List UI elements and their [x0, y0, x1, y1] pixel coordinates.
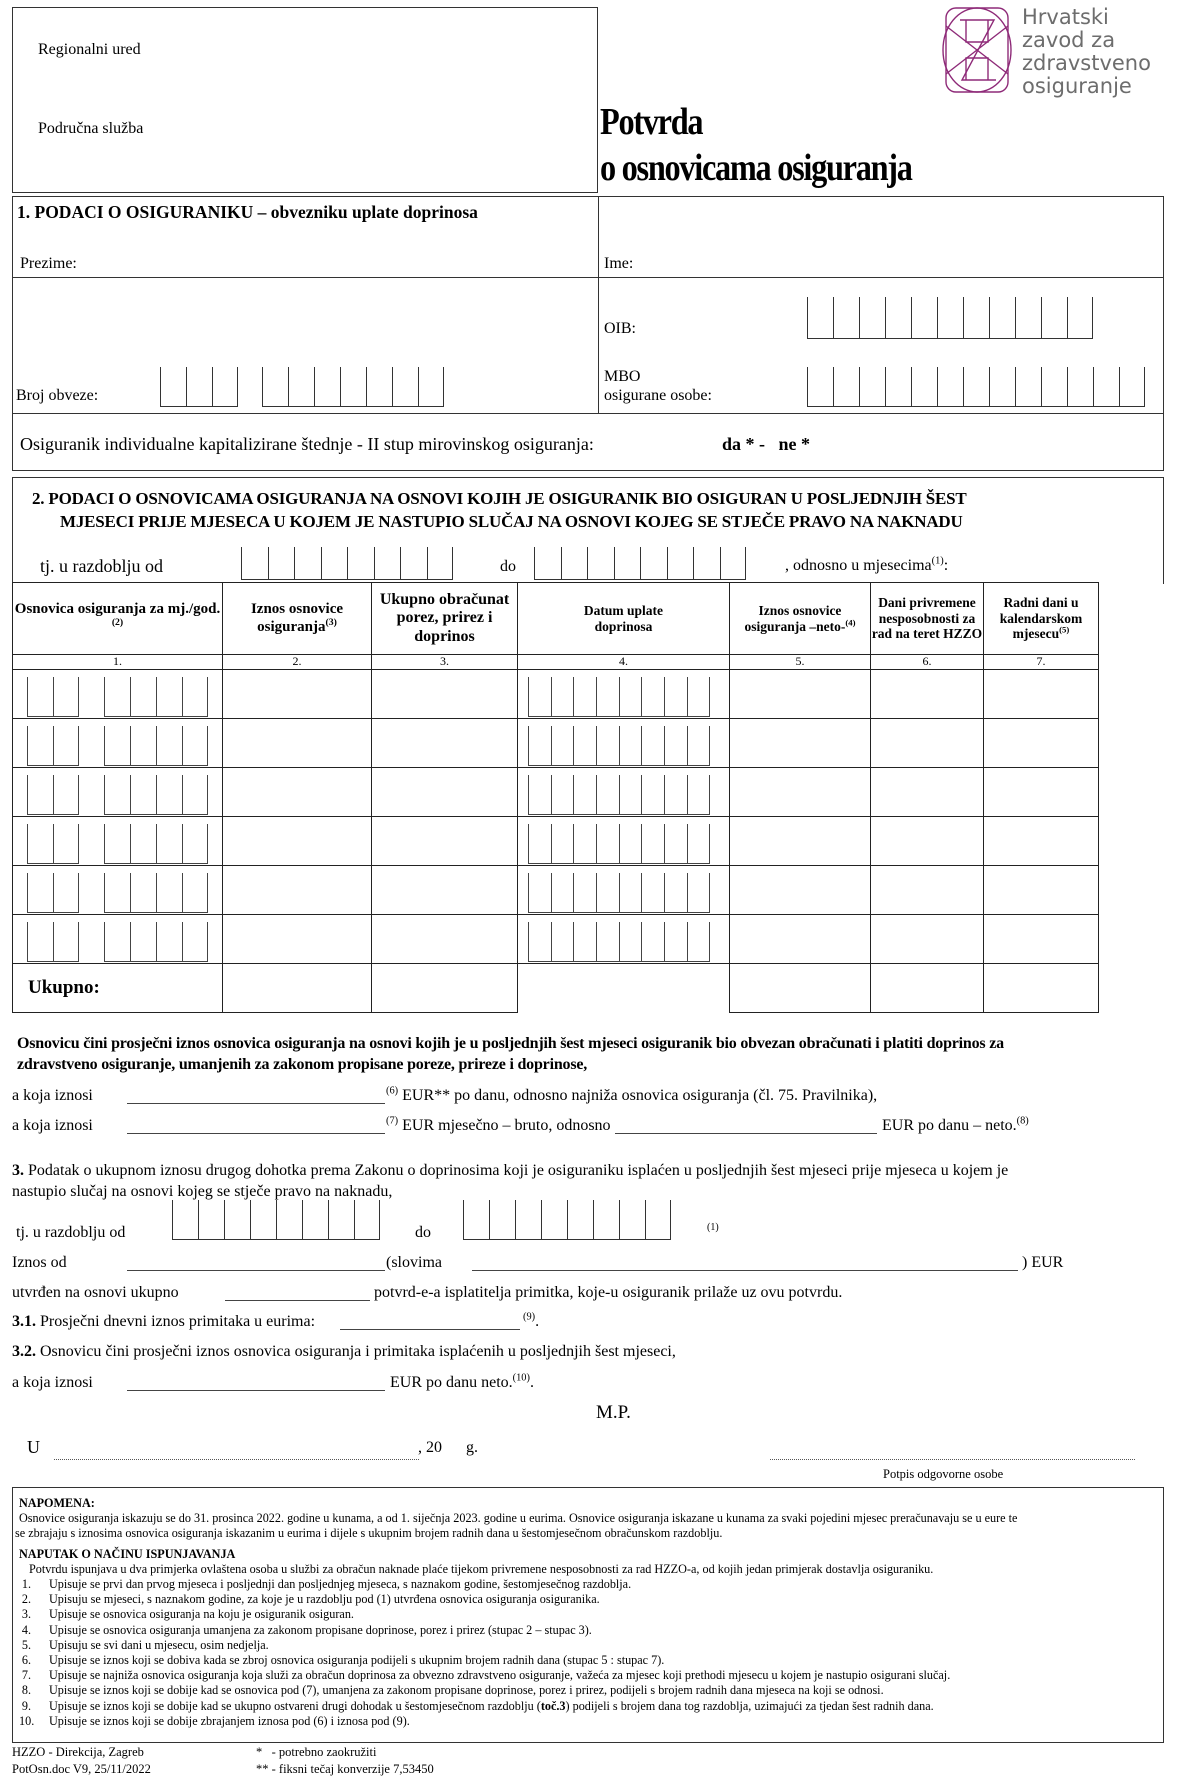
net-base-cell[interactable]	[730, 915, 871, 964]
s3-period-to-digit-boxes[interactable]	[463, 1200, 671, 1240]
napomena-line1: Osnovice osiguranja iskazuju se do 31. prosinca 2022. godine u kunama, a od 1. siječnja 2023. godine u eurima. Osnovice osiguranja iskazane u kunama za svaki pojedini mjesec preračunavaju se u eure te	[19, 1511, 1018, 1526]
month-year-cell[interactable]	[13, 670, 223, 719]
table-column-numbers	[13, 655, 1099, 670]
s32-amount-field[interactable]	[127, 1370, 385, 1391]
sick-days-cell[interactable]	[871, 670, 984, 719]
section1-hdivider1	[12, 277, 1164, 278]
year-suffix: g.	[466, 1439, 478, 1456]
total-empty-cell	[518, 964, 730, 1013]
col-header-4: Datum uplate doprinosa	[518, 583, 730, 655]
hzzo-logo	[940, 6, 1180, 96]
col-header-7: Radni dani u kalendarskom mjesecu$^{(5)}$	[984, 583, 1099, 655]
working-days-cell[interactable]	[984, 768, 1099, 817]
payment-date-cell[interactable]	[518, 670, 730, 719]
hzzo-logo-icon	[940, 6, 1016, 94]
certificates-count-field[interactable]	[225, 1280, 370, 1301]
s32-label: 3.2. Osnovicu čini prosječni iznos osnovica osiguranja i primitaka isplaćenih u posljednjih šest mjeseci,	[12, 1343, 676, 1360]
tax-total-cell[interactable]	[372, 768, 518, 817]
table-row	[13, 768, 1099, 817]
payment-date-cell[interactable]	[518, 817, 730, 866]
col-header-5: Iznos osnovice osiguranja –neto-$^{(4)}$	[730, 583, 871, 655]
period-months-label: , odnosno u mjesecima$^{(1)}$:	[785, 555, 949, 574]
base-amount-cell[interactable]	[223, 915, 372, 964]
sick-days-cell[interactable]	[871, 768, 984, 817]
month-year-cell[interactable]	[13, 915, 223, 964]
income-words-field[interactable]	[472, 1250, 1018, 1271]
payment-date-cell[interactable]	[518, 915, 730, 964]
surname-label: Prezime:	[20, 255, 77, 272]
s32-amount-label: a koja iznosi	[12, 1374, 93, 1391]
instruction-item: 2. Upisuju se mjeseci, s naznakom godine, za koje je u razdoblju pod (1) utvrđena osnovica osiguranja osiguranika.	[21, 1592, 600, 1607]
based-on-suffix: potvrd-e-a isplatitelja primitka, koje-u osiguranik prilaže uz ovu potvrdu.	[374, 1284, 843, 1301]
table-row	[13, 719, 1099, 768]
footer-right-line1: * - potrebno zaokružiti	[256, 1745, 377, 1759]
sick-days-cell[interactable]	[871, 817, 984, 866]
instruction-item: 7. Upisuje se najniža osnovica osiguranja koja služi za obračun doprinosa za obvezno zdravstveno osiguranje, važeća za mjesec koji prethodi mjesecu u kojem je nastupio osigurani slučaj.	[21, 1668, 951, 1683]
mbo-digit-boxes[interactable]	[807, 367, 1145, 407]
instruction-item: 4. Upisuje se osnovica osiguranja umanjena za zakonom propisane doprinose, porez i prirez (stupac 2 – stupac 3).	[21, 1622, 592, 1637]
month-year-cell[interactable]	[13, 817, 223, 866]
s32-amount-suffix: EUR po danu neto.$^{(10)}$.	[390, 1372, 534, 1391]
year-field[interactable]	[445, 1437, 465, 1459]
period-to-label: do	[500, 558, 516, 575]
page-title-line2: o osnovicama osiguranja	[600, 147, 912, 189]
page-title-line1: Potvrda	[600, 101, 703, 143]
notes-box	[12, 1487, 1164, 1743]
col-num-1: 1.	[13, 655, 223, 670]
signature-label: Potpis odgovorne osobe	[883, 1467, 1004, 1481]
logo-line-4: osiguranje	[1022, 74, 1132, 98]
col-num-2: 2.	[223, 655, 372, 670]
amount2-neto-field[interactable]	[615, 1113, 877, 1134]
s3-period-from-label: tj. u razdoblju od	[16, 1224, 126, 1241]
period-from-digit-boxes[interactable]	[241, 547, 453, 580]
stamp-label: M.P.	[596, 1402, 631, 1423]
bases-table	[12, 582, 1099, 1013]
mbo-label-line2: osigurane osobe:	[604, 387, 712, 404]
income-amount-label: Iznos od	[12, 1254, 67, 1271]
section1-heading: 1. PODACI O OSIGURANIKU – obvezniku uplate doprinosa	[17, 202, 478, 222]
month-year-cell[interactable]	[13, 719, 223, 768]
total-label: Ukupno:	[13, 964, 223, 1013]
total-working-days-cell[interactable]	[984, 964, 1099, 1013]
place-field[interactable]	[54, 1440, 419, 1460]
sick-days-cell[interactable]	[871, 866, 984, 915]
month-year-cell[interactable]	[13, 866, 223, 915]
tax-total-cell[interactable]	[372, 817, 518, 866]
net-base-cell[interactable]	[730, 719, 871, 768]
tax-total-cell[interactable]	[372, 866, 518, 915]
footer-right-line2: ** - fiksni tečaj konverzije 7,53450	[256, 1762, 434, 1776]
s3-period-from-digit-boxes[interactable]	[172, 1200, 380, 1240]
table-row	[13, 915, 1099, 964]
total-net-base-cell[interactable]	[730, 964, 871, 1013]
col-num-3: 3.	[372, 655, 518, 670]
net-base-cell[interactable]	[730, 866, 871, 915]
oib-label: OIB:	[604, 320, 636, 337]
month-year-cell[interactable]	[13, 768, 223, 817]
s3-period-to-label: do	[415, 1224, 431, 1241]
obligation-digit-boxes-group1[interactable]	[160, 367, 238, 407]
amount1-suffix: $^{(6)}$ EUR** po danu, odnosno najniža osnovica osiguranja (čl. 75. Pravilnika),	[386, 1085, 878, 1104]
amount1-field[interactable]	[127, 1083, 385, 1104]
place-label: U	[27, 1437, 40, 1457]
instruction-item: 9. Upisuje se iznos koji se dobije kad se ukupno ostvareni drugi dohodak u šestomjesečnom razdoblju (toč.3) podijeli s brojem dana tog razdoblja, uzimajući za tjedan šest radnih dana.	[21, 1698, 934, 1713]
working-days-cell[interactable]	[984, 719, 1099, 768]
amount2-bruto-field[interactable]	[127, 1113, 385, 1134]
instruction-item: 1. Upisuje se prvi dan prvog mjeseca i posljednji dan posljednjeg mjeseca, s naznakom godine, šestomjesečnog razdoblja.	[21, 1577, 632, 1592]
logo-line-1: Hrvatski	[1022, 5, 1109, 29]
instructions-heading: NAPUTAK O NAČINU ISPUNJAVANJA	[19, 1546, 236, 1561]
payment-date-cell[interactable]	[518, 768, 730, 817]
regional-office-label: Regionalni ured	[38, 41, 141, 58]
working-days-cell[interactable]	[984, 817, 1099, 866]
basis-text-line1: Osnovicu čini prosječni iznos osnovica osiguranja na osnovi kojih je u posljednjih šest mjeseci osiguranik bio obvezan obračunati i platiti doprinos za	[17, 1035, 1004, 1052]
col-header-2: Iznos osnovice osiguranja$^{(3)}$	[223, 583, 372, 655]
tax-total-cell[interactable]	[372, 670, 518, 719]
surname-field[interactable]	[100, 250, 580, 274]
section1-hdivider2	[12, 413, 1164, 414]
col-header-6: Dani privremene nesposobnosti za rad na teret HZZO	[871, 583, 984, 655]
footer-left-line1: HZZO - Direkcija, Zagreb	[12, 1745, 144, 1759]
period-to-digit-boxes[interactable]	[534, 547, 746, 580]
instruction-item: 10. Upisuje se iznos koji se dobije zbrajanjem iznosa pod (6) i iznosa pod (9).	[19, 1713, 410, 1728]
napomena-heading: NAPOMENA:	[19, 1496, 95, 1510]
instructions-list	[19, 1577, 1157, 1729]
year-label: , 20	[418, 1439, 442, 1456]
base-amount-cell[interactable]	[223, 817, 372, 866]
payment-date-cell[interactable]	[518, 866, 730, 915]
obligation-digit-boxes-group2[interactable]	[262, 367, 444, 407]
table-row	[13, 817, 1099, 866]
sick-days-cell[interactable]	[871, 719, 984, 768]
tax-total-cell[interactable]	[372, 719, 518, 768]
s31-sup: $^{(9)}$.	[523, 1311, 540, 1330]
payment-date-cell[interactable]	[518, 719, 730, 768]
col-header-3: Ukupno obračunat porez, prirez i doprinos	[372, 583, 518, 655]
col-num-4: 4.	[518, 655, 730, 670]
s3-period-sup: (1)	[707, 1222, 719, 1233]
instruction-item: 6. Upisuje se iznos koji se dobiva kada se zbroj osnovica osiguranja podijeli s ukupnim brojem radnih dana (stupac 5 : stupac 7).	[21, 1653, 665, 1668]
name-label: Ime:	[604, 255, 634, 272]
section1-vdivider	[598, 196, 599, 414]
net-base-cell[interactable]	[730, 768, 871, 817]
amount2-neto-suffix: EUR po danu – neto.$^{(8)}$	[882, 1115, 1029, 1134]
income-words-label: (slovima	[386, 1254, 442, 1271]
total-base-amount-cell[interactable]	[223, 964, 372, 1013]
base-amount-cell[interactable]	[223, 866, 372, 915]
based-on-label: utvrđen na osnovi ukupno	[12, 1284, 179, 1301]
avg-daily-income-field[interactable]	[340, 1309, 520, 1330]
col-header-1: Osnovica osiguranja za mj./god.$^{(2)}$	[13, 583, 223, 655]
mbo-label-line1: MBO	[604, 368, 641, 385]
base-amount-cell[interactable]	[223, 670, 372, 719]
regional-office-field[interactable]	[160, 35, 580, 61]
period-from-label: tj. u razdoblju od	[40, 556, 163, 576]
instruction-item: 8. Upisuje se iznos koji se dobije kad se osnovica pod (7), umanjena za zakonom propisane doprinose, porez i prirez, podijeli s brojem radnih dana mjeseca na koji se odnosi.	[21, 1683, 884, 1698]
amount1-label: a koja iznosi	[12, 1087, 93, 1104]
income-amount-field[interactable]	[127, 1250, 385, 1271]
signature-field[interactable]	[770, 1440, 1135, 1460]
pillar2-options[interactable]: da * - ne *	[722, 434, 811, 454]
amount2-label: a koja iznosi	[12, 1117, 93, 1134]
logo-line-2: zavod za	[1022, 28, 1116, 52]
name-field[interactable]	[650, 250, 1150, 274]
table-row	[13, 866, 1099, 915]
net-base-cell[interactable]	[730, 670, 871, 719]
working-days-cell[interactable]	[984, 670, 1099, 719]
tax-total-cell[interactable]	[372, 915, 518, 964]
income-words-suffix: ) EUR	[1022, 1254, 1064, 1271]
total-tax-cell[interactable]	[372, 964, 518, 1013]
working-days-cell[interactable]	[984, 866, 1099, 915]
section2-heading-line2: MJESECI PRIJE MJESECA U KOJEM JE NASTUPIO SLUČAJ NA OSNOVI KOJEG SE STJEČE PRAVO NA NAKNADU	[60, 512, 963, 531]
obligation-label: Broj obveze:	[16, 387, 99, 404]
table-total-row	[13, 964, 1099, 1013]
col-num-5: 5.	[730, 655, 871, 670]
s31-label: 3.1. Prosječni dnevni iznos primitaka u eurima:	[12, 1313, 316, 1330]
pillar2-label: Osiguranik individualne kapitalizirane štednje - II stup mirovinskog osiguranja:	[20, 434, 594, 454]
footer-left-line2: PotOsn.doc V9, 25/11/2022	[12, 1762, 151, 1776]
section2-heading-line1: 2. PODACI O OSNOVICAMA OSIGURANJA NA OSNOVI KOJIH JE OSIGURANIK BIO OSIGURAN U POSLJEDNJIH ŠEST	[32, 489, 967, 508]
amount2-suffix: $^{(7)}$ EUR mjesečno – bruto, odnosno	[386, 1115, 611, 1134]
sick-days-cell[interactable]	[871, 915, 984, 964]
instructions-intro: Potvrdu ispunjava u dva primjerka ovlaštena osoba u službi za obračun naknade plaće tijekom privremene nesposobnosti za rad HZZO-a, od kojih jedan primjerak dostavlja osiguraniku.	[29, 1561, 934, 1576]
table-header-row	[13, 583, 1099, 655]
table-row	[13, 670, 1099, 719]
base-amount-cell[interactable]	[223, 719, 372, 768]
oib-digit-boxes[interactable]	[807, 297, 1093, 339]
base-amount-cell[interactable]	[223, 768, 372, 817]
instruction-item: 3. Upisuje se osnovica osiguranja na koju je osiguranik osiguran.	[21, 1607, 354, 1622]
branch-office-field[interactable]	[160, 114, 580, 140]
section3-heading-line1: 3. Podatak o ukupnom iznosu drugog dohotka prema Zakonu o doprinosima koji je osiguraniku isplaćen u posljednjih šest mjeseci prije mjeseca u kojem je	[12, 1162, 1009, 1179]
logo-line-3: zdravstveno	[1022, 51, 1151, 75]
net-base-cell[interactable]	[730, 817, 871, 866]
col-num-7: 7.	[984, 655, 1099, 670]
instruction-item: 5. Upisuju se svi dani u mjesecu, osim nedjelja.	[21, 1637, 269, 1652]
napomena-line2: se zbrajaju s iznosima osnovica osiguranja iskazanim u eurima i dijele s ukupnim brojem radnih dana u šestomjesečnom obračunskom razdoblju.	[15, 1526, 723, 1541]
section3-heading-line2: nastupio slučaj na osnovi kojeg se stječe pravo na naknadu,	[12, 1183, 393, 1200]
branch-office-label: Područna služba	[38, 120, 144, 137]
basis-text-line2: zdravstveno osiguranje, umanjenih za zakonom propisane poreze, prireze i doprinose,	[17, 1056, 588, 1073]
col-num-6: 6.	[871, 655, 984, 670]
total-sick-days-cell[interactable]	[871, 964, 984, 1013]
working-days-cell[interactable]	[984, 915, 1099, 964]
